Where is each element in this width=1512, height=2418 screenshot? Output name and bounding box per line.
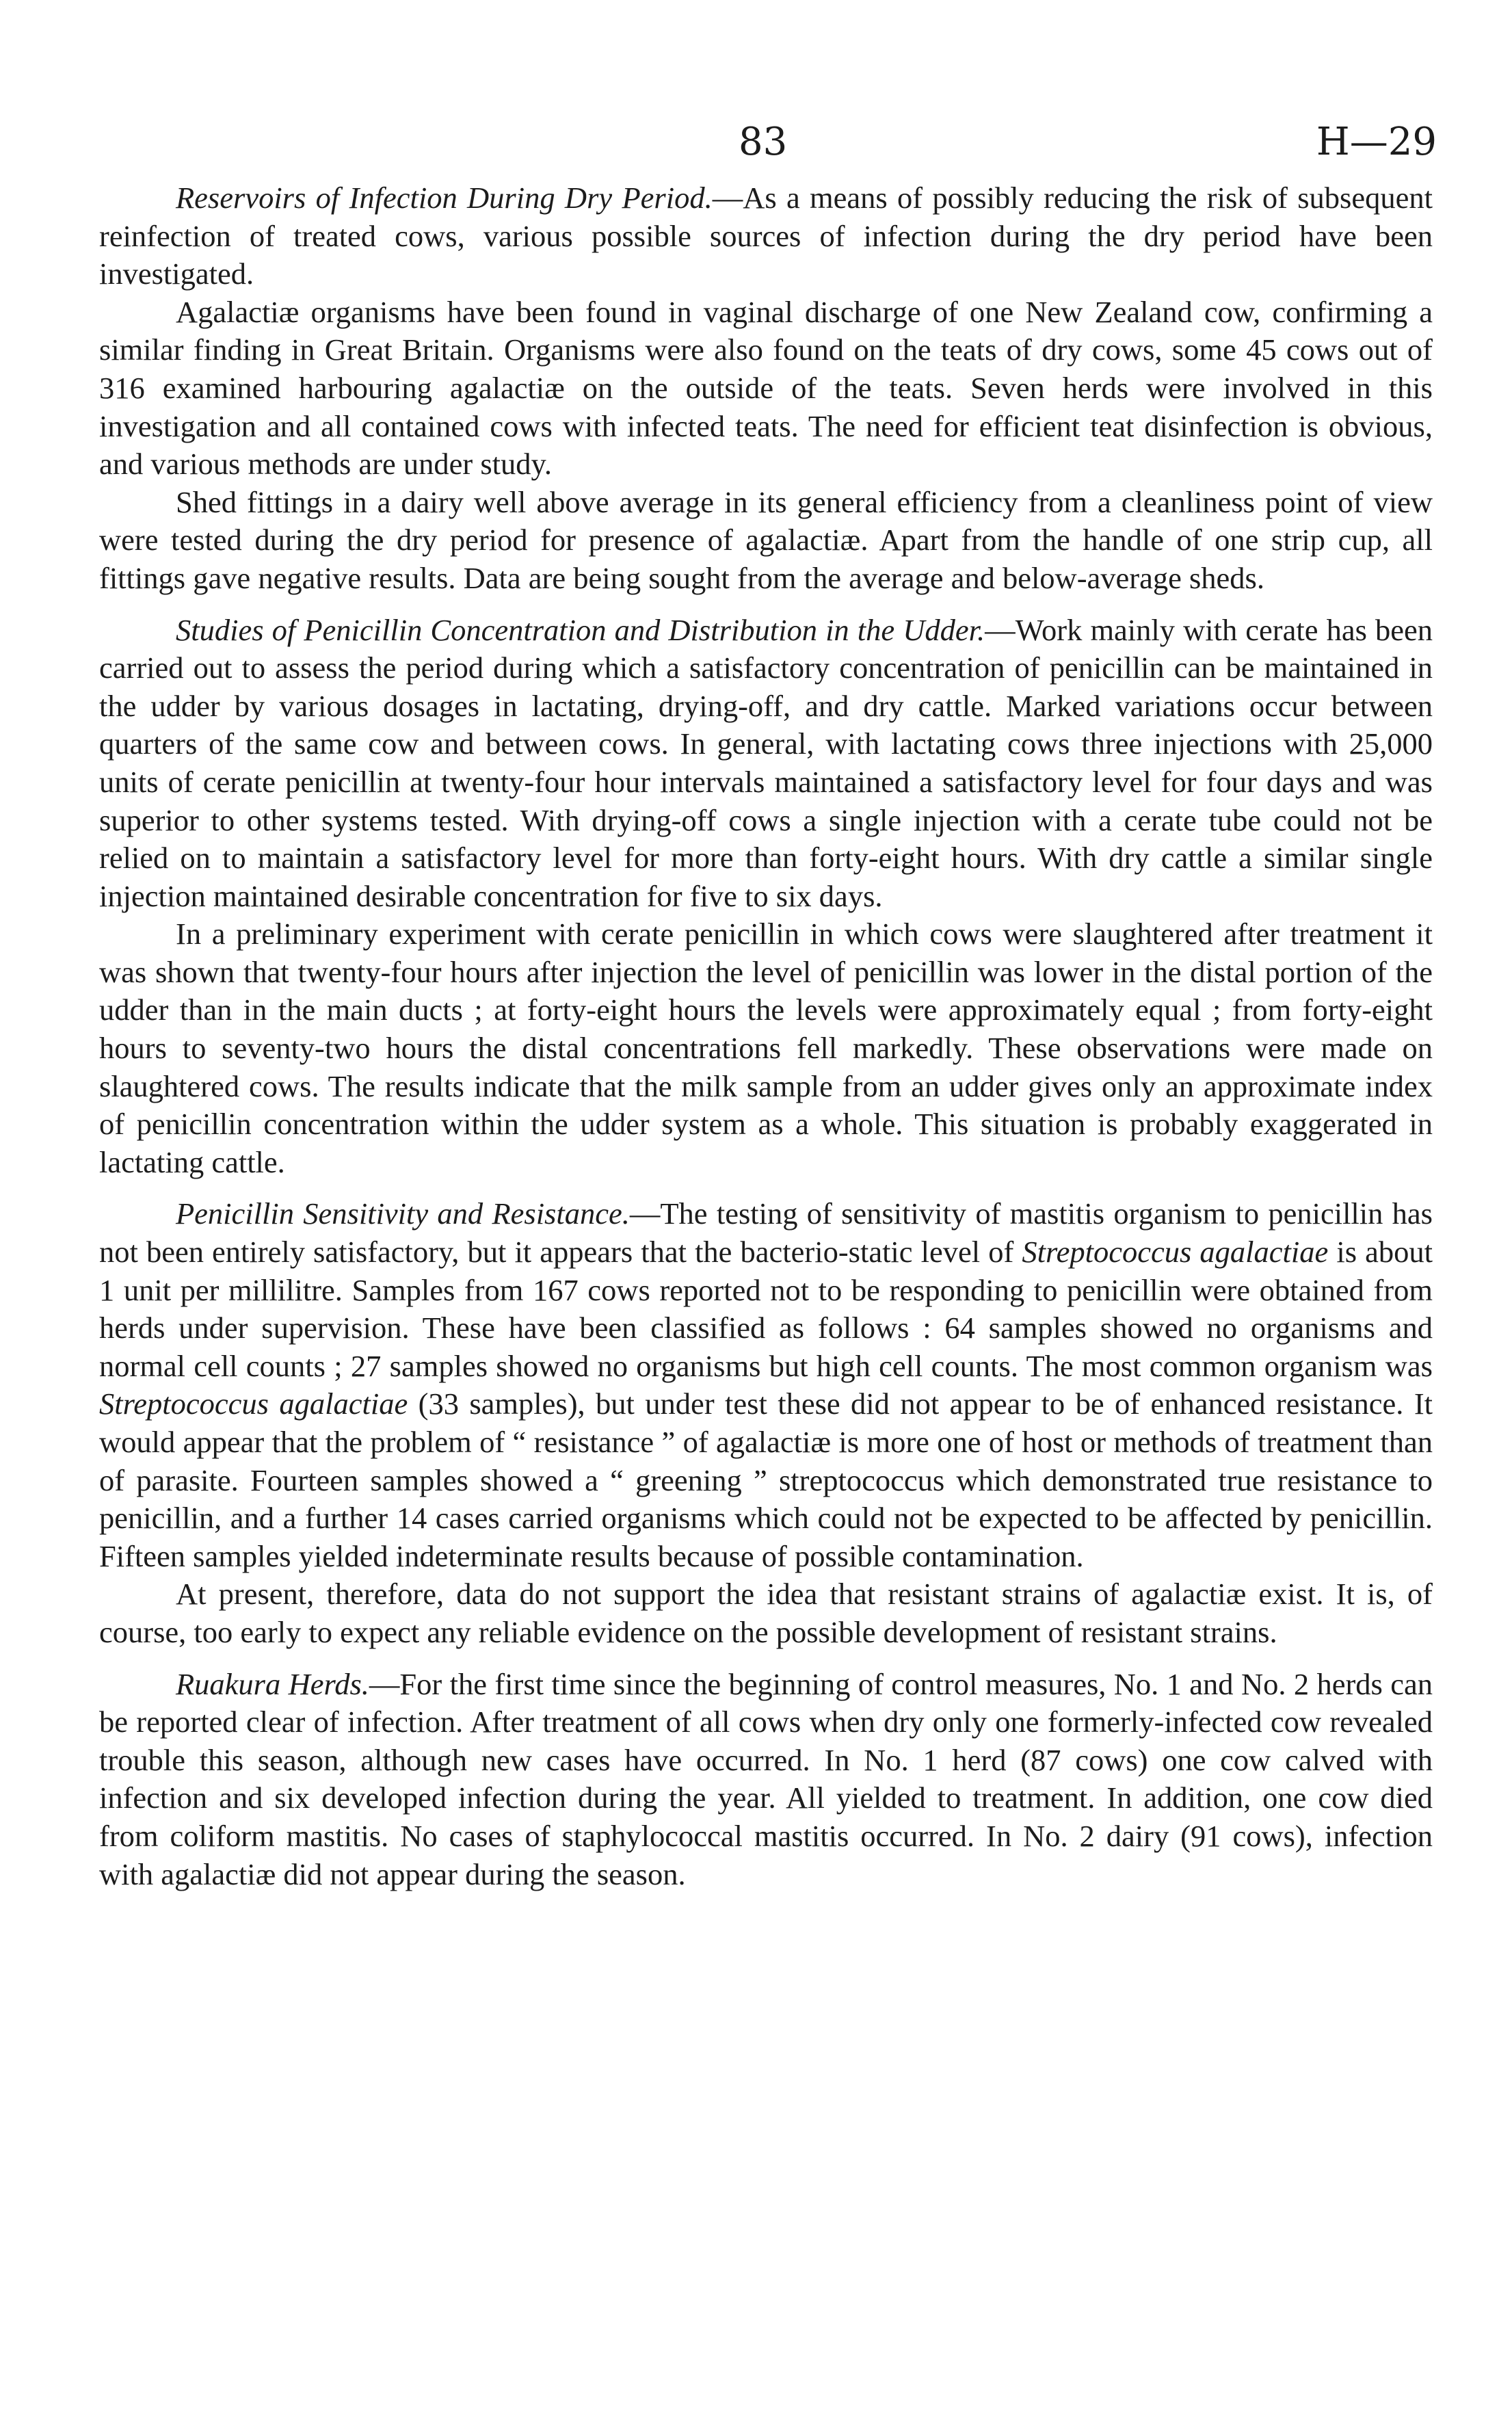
paragraph-penicillin-concentration [99, 612, 1433, 916]
paragraph-reservoirs-intro [99, 179, 1433, 293]
paragraph-sensitivity-resistance [99, 1195, 1433, 1575]
paragraph-text: —Work mainly with cerate has been carried out to assess the period during which a satisfactory concentration of penicillin can be maintained in the udder by various dosages in lactating, drying-off, and dry cattle. Marked variations occur between quarters of the same cow and between cows. In general, with lactating cows three injections with 25,000 units of cerate penicillin at twenty-four hour intervals maintained a satisfactory level for four days and was superior to other systems tested. With drying-off cows a single injection with a cerate tube could not be relied on to maintain a satisfactory level for more than forty-eight hours. With dry cattle a similar single injection maintained desirable concentration for five to six days. [99, 612, 1433, 913]
section-heading-sensitivity: Penicillin Sensitivity and Resistance. [176, 1196, 630, 1231]
page-header [0, 115, 1512, 170]
paragraph-shed-fittings: Shed fittings in a dairy well above average in its general efficiency from a cleanliness point of view were tested during the dry period for presence of agalactiæ. Apart from the handle of one strip cup, all fittings gave negative results. Data are being sought from the average and below-average sheds. [99, 484, 1433, 595]
paragraph-text: (33 samples), but under test these did not appear to be of enhanced resistance. It would appear that the problem of “ resistance ” of agalactiæ is more one of host or methods of treatment than of parasite. Fourteen samples showed a “ greening ” streptococcus which demonstrated true resistance to penicillin, and a further 14 cases carried organisms which could not be expected to be affected by penicillin. Fifteen samples yielded indeterminate results because of possible contamination. [99, 1387, 1433, 1573]
paragraph-agalactiae-findings: Agalactiæ organisms have been found in vaginal discharge of one New Zealand cow, confirming a similar finding in Great Britain. Organisms were also found on the teats of dry cows, some 45 cows out of 316 examined harbouring agalactiæ on the outside of the teats. Seven herds were involved in this investigation and all contained cows with infected teats. The need for efficient teat disinfection is obvious, and various methods are under study. [99, 294, 1433, 482]
section-heading-penicillin-concentration: Studies of Penicillin Concentration and Distribution in the Udder. [176, 612, 985, 647]
paragraph-text: —For the first time since the beginning of control measures, No. 1 and No. 2 herds can be reported clear of infection. After treatment of all cows when dry only one formerly-infected cow revealed trouble this season, although new cases have occurred. In No. 1 herd (87 cows) one cow calved with infection and six developed infection during the year. All yielded to treatment. In addition, one cow died from coliform mastitis. No cases of staphylococcal mastitis occurred. In No. 2 dairy (91 cows), infection with agalactiæ did not appear during the season. [99, 1666, 1433, 1891]
page-body [99, 179, 1433, 1893]
section-heading-reservoirs: Reservoirs of Infection During Dry Period. [176, 181, 713, 215]
paragraph-text: is about 1 unit per millilitre. Samples from 167 cows reported not to be responding to penicillin were obtained from herds under supervision. These have been classified as follows : 64 samples showed no organisms and normal cell counts ; 27 samples showed no organisms but high cell counts. The most common organism was [99, 1235, 1433, 1383]
paragraph-text: —The testing of sensitivity of mastitis organism to penicillin has not been entirely satisfactory, but it appears that the bacterio-static level of [99, 1196, 1433, 1270]
section-heading-ruakura: Ruakura Herds. [176, 1666, 369, 1701]
paragraph-text: —As a means of possibly reducing the risk of subsequent reinfection of treated cows, various possible sources of infection during the dry period have been investigated. [99, 181, 1433, 291]
paragraph-preliminary-experiment: In a preliminary experiment with cerate penicillin in which cows were slaughtered after treatment it was shown that twenty-four hours after injection the level of penicillin was lower in the distal portion of the udder than in the main ducts ; at forty-eight hours the levels were approximately equal ; from forty-eight hours to seventy-two hours the distal concentrations fell markedly. These observations were made on slaughtered cows. The results indicate that the milk sample from an udder gives only an approximate index of penicillin concentration within the udder system as a whole. This situation is probably exaggerated in lactating cattle. [99, 917, 1433, 1179]
page-number: 83 [739, 120, 788, 164]
species-name: Streptococcus agalactiae [99, 1387, 408, 1421]
document-reference: H—29 [1316, 120, 1437, 164]
paragraph-resistant-strains: At present, therefore, data do not support the idea that resistant strains of agalactiæ exist. It is, of course, too early to expect any reliable evidence on the possible development of resistant strains. [99, 1577, 1433, 1649]
paragraph-ruakura-herds [99, 1666, 1433, 1894]
species-name: Streptococcus agalactiae [1022, 1235, 1329, 1270]
